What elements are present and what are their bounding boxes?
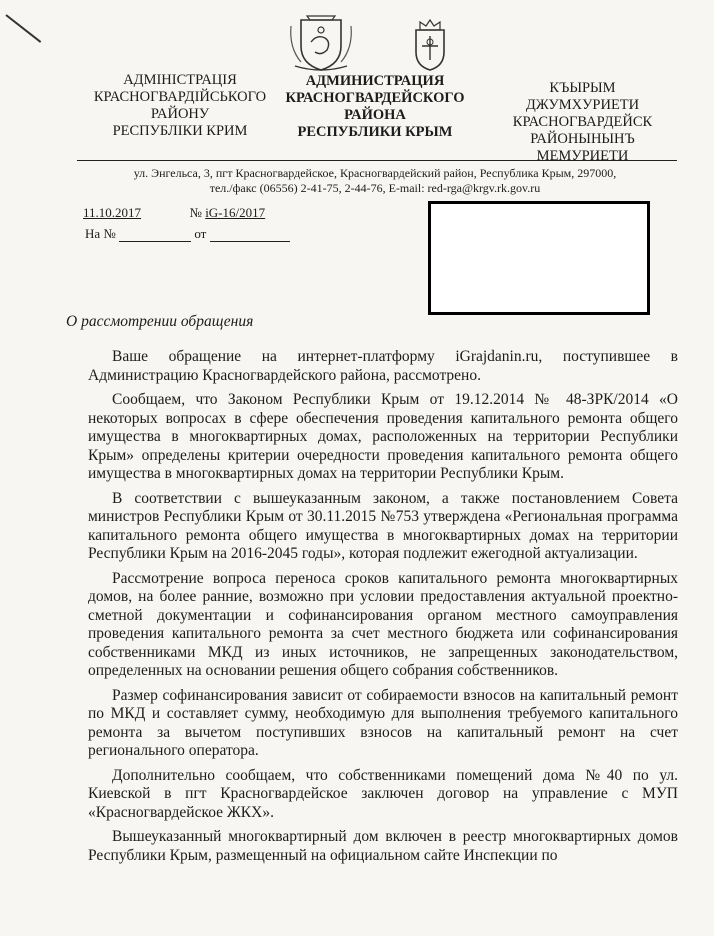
body-paragraph: Дополнительно сообщаем, что собственниками помещений дома №40 по ул. Киевской в пгт Красногвардейское заключен договор на управление с МУП «Красногвардейское ЖКХ». <box>88 766 678 821</box>
header-crimean-tatar <box>495 80 670 165</box>
header-russian <box>275 73 475 141</box>
scan-pen-mark <box>5 14 41 43</box>
crimea-coat-of-arms-emblem <box>287 12 355 74</box>
header-ua-line: КРАСНОГВАРДІЙСЬКОГО <box>93 89 267 105</box>
header-ua-line: РАЙОНУ <box>150 106 210 122</box>
number-sign: № <box>189 205 202 220</box>
incoming-number-blank <box>119 241 191 242</box>
body-paragraph: Рассмотрение вопроса переноса сроков капитального ремонта многоквартирных домов, на более ранние, возможно при условии предоставления актуальной проектно-сметной документации и софинансирования органом местного самоуправления проведения капитального ремонта за счет местного бюджета или софинансирования собственниками МКД из иных источников, не запрещенных законодательством, определенных на основании решения общего собрания собственников. <box>88 569 678 679</box>
header-divider <box>77 160 677 161</box>
header-ru-line: АДМИНИСТРАЦИЯ <box>305 73 445 89</box>
letter-body <box>88 348 678 871</box>
outgoing-ref-row <box>83 205 265 221</box>
incoming-date-blank <box>210 241 290 242</box>
letter-date: 11.10.2017 <box>83 205 142 220</box>
body-paragraph: Ваше обращение на интернет-платформу iGrajdanin.ru, поступившее в Администрацию Красногвардейского района, рассмотрено. <box>88 348 678 384</box>
header-crh-line: РАЙОНЫНЫНЪ <box>530 131 635 147</box>
header-ru-line: КРАСНОГВАРДЕЙСКОГО <box>285 90 465 106</box>
ot-label: от <box>194 226 207 241</box>
district-coat-of-arms-emblem <box>410 16 450 72</box>
contact-line: тел./факс (06556) 2-41-75, 2-44-76, E-mail: red-rga@krgv.rk.gov.ru <box>209 181 541 195</box>
body-paragraph: В соответствии с вышеуказанным законом, а также постановлением Совета министров Республики Крым от 30.11.2015 №753 утверждена «Региональная программа капитального ремонта общего имущества в многоквартирных домах на территории Республики Крым на 2016-2045 годы», которая подлежит ежегодной актуализации. <box>88 489 678 562</box>
body-paragraph: Размер софинансирования зависит от собираемости взносов на капитальный ремонт по МКД и составляет сумму, необходимую для выполнения требуемого капитального ремонта за вычетом поступивших взносов на капитальный ремонт на счет регионального оператора. <box>88 686 678 759</box>
body-paragraph: Сообщаем, что Законом Республики Крым от 19.12.2014 № 48-ЗРК/2014 «О некоторых вопросах в сфере обеспечения проведения капитального ремонта общего имущества в многоквартирных домах, расположенных на территории Республики Крым» определены критерии очередности проведения капитального ремонта общего имущества в многоквартирных домах на территории Республики Крым. <box>88 391 678 482</box>
header-ukrainian <box>75 72 285 140</box>
redacted-addressee-box <box>428 201 650 315</box>
address-block <box>60 166 690 196</box>
incoming-ref-row <box>85 226 290 242</box>
header-ua-line: АДМІНІСТРАЦІЯ <box>123 72 237 88</box>
address-line: ул. Энгельса, 3, пгт Красногвардейское, Красногвардейский район, Республика Крым, 297000, <box>133 166 617 180</box>
letter-subject: О рассмотрении обращения <box>66 313 254 330</box>
header-crh-line: КЪЫРЫМ <box>549 80 616 96</box>
header-ru-line: РАЙОНА <box>344 107 406 123</box>
header-crh-line: КРАСНОГВАРДЕЙСК <box>512 114 653 130</box>
header-ua-line: РЕСПУБЛІКИ КРИМ <box>112 123 248 139</box>
na-label: На № <box>85 226 116 241</box>
letter-number: iG-16/2017 <box>205 205 266 220</box>
header-ru-line: РЕСПУБЛИКИ КРЫМ <box>297 124 453 140</box>
body-paragraph: Вышеуказанный многоквартирный дом включен в реестр многоквартирных домов Республики Крым, размещенный на официальном сайте Инспекции по <box>88 828 678 864</box>
header-crh-line: ДЖУМХУРИЕТИ <box>525 97 640 113</box>
header-crh-line: МЕМУРИЕТИ <box>536 148 629 164</box>
